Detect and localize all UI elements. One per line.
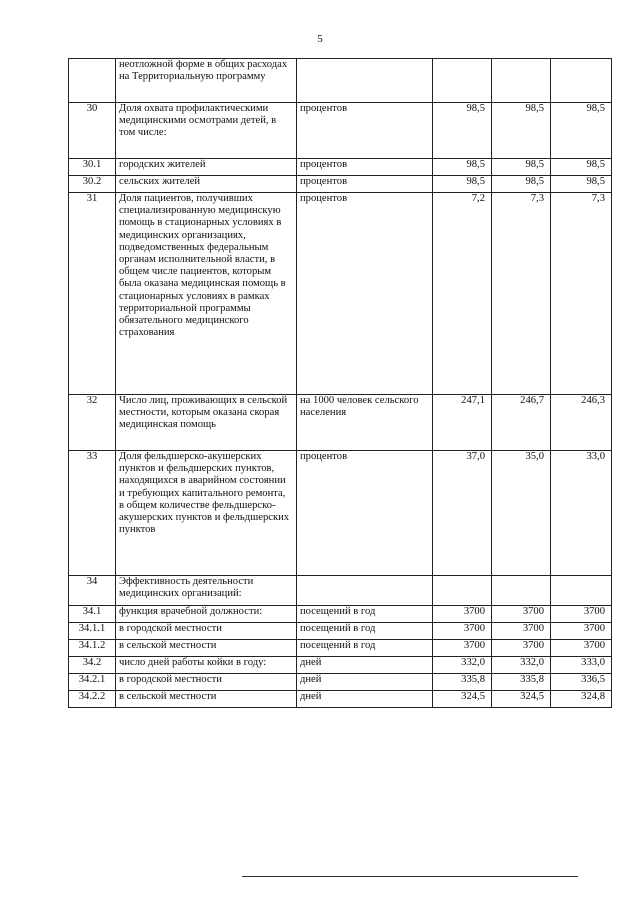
cell-value-year-2 xyxy=(492,576,551,606)
cell-indicator-name: функция врачебной должности: xyxy=(116,606,297,623)
cell-unit: посещений в год xyxy=(297,640,433,657)
cell-indicator-name: в городской местности xyxy=(116,623,297,640)
cell-value-year-2: 35,0 xyxy=(492,451,551,576)
cell-value-year-3: 324,8 xyxy=(551,691,612,708)
cell-value-year-2: 3700 xyxy=(492,623,551,640)
cell-value-year-2: 324,5 xyxy=(492,691,551,708)
cell-value-year-2 xyxy=(492,59,551,103)
cell-unit: дней xyxy=(297,674,433,691)
cell-value-year-2: 246,7 xyxy=(492,395,551,451)
table-row xyxy=(69,103,612,159)
cell-number: 34.2 xyxy=(69,657,116,674)
cell-unit: процентов xyxy=(297,159,433,176)
cell-value-year-1: 7,2 xyxy=(433,193,492,395)
cell-unit: процентов xyxy=(297,103,433,159)
cell-unit xyxy=(297,59,433,103)
cell-indicator-name: в сельской местности xyxy=(116,691,297,708)
cell-indicator-name: Доля пациентов, получивших специализированную медицинскую помощь в стационарных условиях в медицинских организациях, подведомственных федеральным органам исполнительной власти, в общем числе пациентов, которым была оказана медицинская помощь в стационарных условиях в рамках территориальной программы обязательного медицинского страхования xyxy=(116,193,297,395)
cell-value-year-3: 3700 xyxy=(551,623,612,640)
footer-line xyxy=(242,876,578,877)
cell-number: 34.2.2 xyxy=(69,691,116,708)
cell-number: 30.2 xyxy=(69,176,116,193)
cell-value-year-1: 98,5 xyxy=(433,159,492,176)
cell-value-year-2: 98,5 xyxy=(492,103,551,159)
cell-value-year-3 xyxy=(551,576,612,606)
cell-value-year-2: 335,8 xyxy=(492,674,551,691)
table-row xyxy=(69,691,612,708)
table-row xyxy=(69,59,612,103)
table-row xyxy=(69,657,612,674)
cell-value-year-2: 98,5 xyxy=(492,176,551,193)
cell-number: 33 xyxy=(69,451,116,576)
cell-number xyxy=(69,59,116,103)
cell-value-year-3: 336,5 xyxy=(551,674,612,691)
cell-value-year-3: 7,3 xyxy=(551,193,612,395)
cell-unit: процентов xyxy=(297,176,433,193)
cell-number: 30 xyxy=(69,103,116,159)
cell-value-year-3: 3700 xyxy=(551,640,612,657)
table-row xyxy=(69,159,612,176)
cell-value-year-2: 7,3 xyxy=(492,193,551,395)
cell-indicator-name: неотложной форме в общих расходах на Территориальную программу xyxy=(116,59,297,103)
cell-number: 34.1 xyxy=(69,606,116,623)
cell-indicator-name: Доля охвата профилактическими медицинскими осмотрами детей, в том числе: xyxy=(116,103,297,159)
cell-value-year-1 xyxy=(433,576,492,606)
indicators-table xyxy=(68,58,612,708)
cell-indicator-name: в городской местности xyxy=(116,674,297,691)
cell-unit: на 1000 человек сельского населения xyxy=(297,395,433,451)
cell-value-year-1: 247,1 xyxy=(433,395,492,451)
table-row xyxy=(69,640,612,657)
page-number: 5 xyxy=(317,33,323,45)
cell-unit: посещений в год xyxy=(297,606,433,623)
table-row xyxy=(69,193,612,395)
cell-unit: дней xyxy=(297,657,433,674)
cell-value-year-1: 37,0 xyxy=(433,451,492,576)
cell-value-year-1 xyxy=(433,59,492,103)
cell-value-year-2: 98,5 xyxy=(492,159,551,176)
table-row xyxy=(69,606,612,623)
cell-indicator-name: Доля фельдшерско-акушерских пунктов и фельдшерских пунктов, находящихся в аварийном состоянии и требующих капитального ремонта, в общем количестве фельдшерско-акушерских пунктов и фельдшерских пунктов xyxy=(116,451,297,576)
cell-indicator-name: в сельской местности xyxy=(116,640,297,657)
cell-value-year-3: 33,0 xyxy=(551,451,612,576)
cell-indicator-name: Число лиц, проживающих в сельской местности, которым оказана скорая медицинская помощь xyxy=(116,395,297,451)
cell-number: 30.1 xyxy=(69,159,116,176)
cell-unit: дней xyxy=(297,691,433,708)
cell-unit xyxy=(297,576,433,606)
cell-number: 34.1.2 xyxy=(69,640,116,657)
cell-value-year-3: 98,5 xyxy=(551,103,612,159)
cell-value-year-2: 332,0 xyxy=(492,657,551,674)
cell-value-year-1: 332,0 xyxy=(433,657,492,674)
cell-value-year-1: 335,8 xyxy=(433,674,492,691)
table-body xyxy=(69,59,612,708)
cell-value-year-3: 98,5 xyxy=(551,176,612,193)
cell-value-year-1: 3700 xyxy=(433,623,492,640)
cell-value-year-3: 98,5 xyxy=(551,159,612,176)
cell-value-year-2: 3700 xyxy=(492,606,551,623)
cell-value-year-1: 324,5 xyxy=(433,691,492,708)
cell-number: 31 xyxy=(69,193,116,395)
table-row xyxy=(69,576,612,606)
cell-number: 32 xyxy=(69,395,116,451)
cell-value-year-2: 3700 xyxy=(492,640,551,657)
cell-number: 34 xyxy=(69,576,116,606)
cell-unit: процентов xyxy=(297,193,433,395)
cell-indicator-name: городских жителей xyxy=(116,159,297,176)
cell-value-year-3 xyxy=(551,59,612,103)
cell-indicator-name: сельских жителей xyxy=(116,176,297,193)
cell-indicator-name: число дней работы койки в году: xyxy=(116,657,297,674)
table-row xyxy=(69,674,612,691)
table-row xyxy=(69,623,612,640)
cell-value-year-1: 98,5 xyxy=(433,176,492,193)
cell-value-year-1: 98,5 xyxy=(433,103,492,159)
cell-value-year-1: 3700 xyxy=(433,606,492,623)
cell-value-year-3: 333,0 xyxy=(551,657,612,674)
table-row xyxy=(69,176,612,193)
cell-indicator-name: Эффективность деятельности медицинских организаций: xyxy=(116,576,297,606)
table-row xyxy=(69,395,612,451)
table-row xyxy=(69,451,612,576)
cell-unit: посещений в год xyxy=(297,623,433,640)
cell-value-year-3: 246,3 xyxy=(551,395,612,451)
cell-number: 34.1.1 xyxy=(69,623,116,640)
cell-unit: процентов xyxy=(297,451,433,576)
cell-value-year-3: 3700 xyxy=(551,606,612,623)
cell-value-year-1: 3700 xyxy=(433,640,492,657)
cell-number: 34.2.1 xyxy=(69,674,116,691)
